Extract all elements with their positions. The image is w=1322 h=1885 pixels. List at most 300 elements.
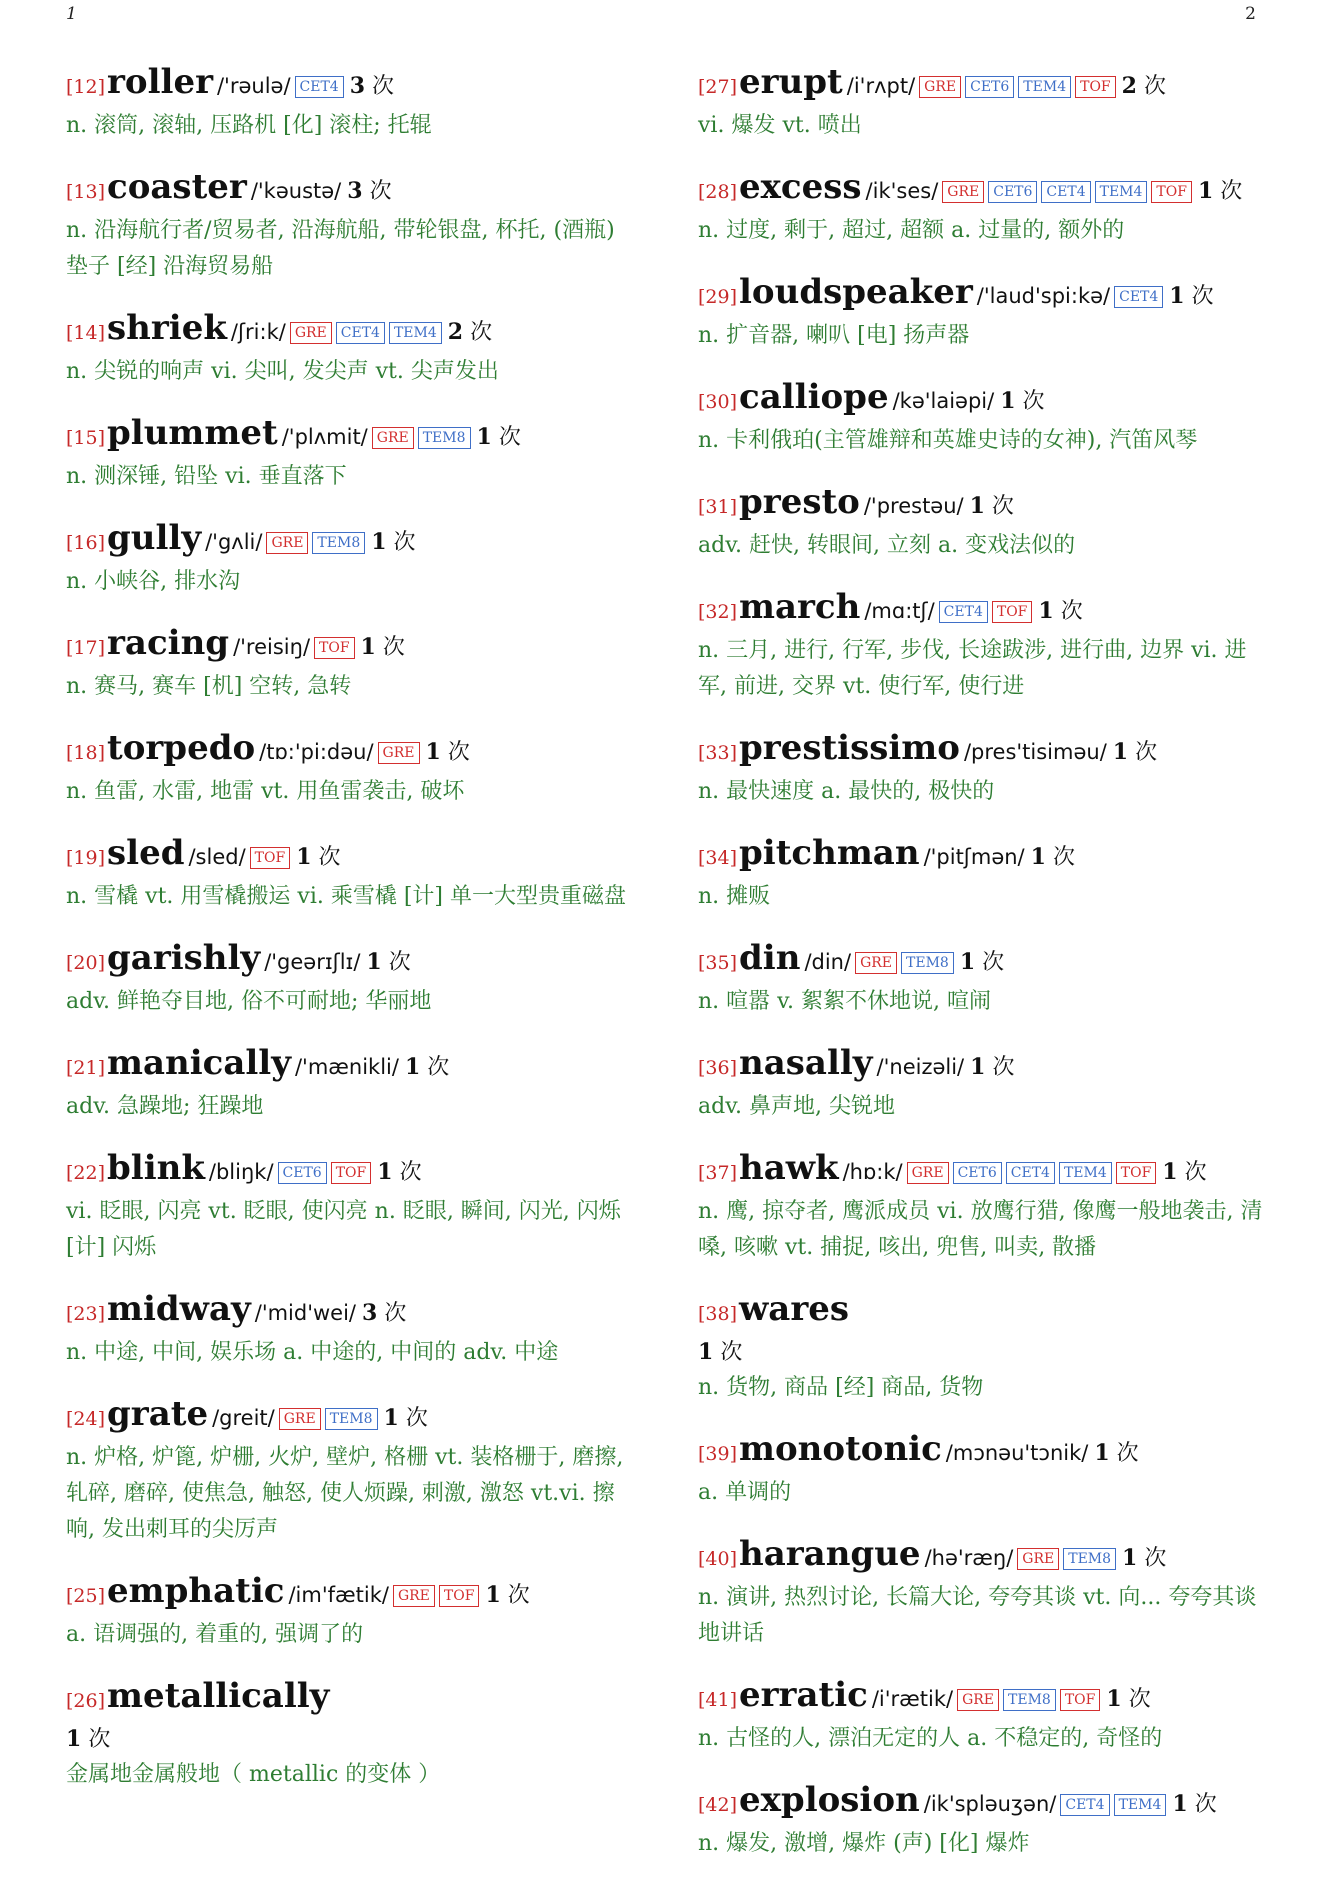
entry-index: [35]: [698, 952, 738, 974]
count-suffix: 次: [1135, 740, 1158, 765]
right-column: [698, 62, 1273, 1885]
entry-word: emphatic: [107, 1571, 285, 1611]
entry-index: [31]: [698, 496, 738, 518]
entry-headline: [66, 1571, 641, 1617]
count-number: 1: [1162, 1159, 1178, 1185]
entry-count: [426, 740, 470, 765]
vocab-entry: [66, 728, 641, 810]
count-number: 1: [959, 949, 976, 975]
entry-phonetic: /hɒ:k/: [842, 1160, 903, 1184]
entry-definition: vi. 爆发 vt. 喷出: [698, 113, 862, 138]
entry-word: racing: [107, 623, 230, 663]
entry-definition: n. 扩音器, 喇叭 [电] 扬声器: [698, 323, 970, 348]
count-number: 1: [1169, 283, 1185, 309]
entry-headline: [698, 1675, 1273, 1721]
entry-count: [1094, 1441, 1138, 1466]
vocab-entry: [66, 1289, 641, 1371]
entry-phonetic: /ʃri:k/: [230, 320, 286, 344]
entry-index: [21]: [66, 1057, 106, 1079]
entry-phonetic: /'laud'spi:kə/: [976, 284, 1111, 308]
entry-definition: n. 沿海航行者/贸易者, 沿海航船, 带轮银盘, 杯托, (酒瓶) 垫子 [经] 沿海贸易船: [66, 218, 615, 279]
exam-tag: TOF: [1075, 76, 1116, 98]
entry-definition: n. 测深锤, 铅坠 vi. 垂直落下: [66, 464, 347, 489]
exam-tag: TEM8: [312, 532, 365, 554]
entry-index: [22]: [66, 1162, 106, 1184]
entry-count: [960, 950, 1004, 975]
entry-headline: [66, 938, 641, 984]
vocab-entry: [698, 482, 1273, 564]
entry-phonetic: /i'rætik/: [871, 1687, 954, 1711]
entry-word: roller: [107, 62, 213, 102]
exam-tag: TEM8: [418, 427, 471, 449]
entry-headline: [66, 833, 641, 879]
entry-word: sled: [107, 833, 185, 873]
count-suffix: 次: [1060, 599, 1083, 624]
entry-phonetic: /im'fætik/: [288, 1583, 389, 1607]
entry-definition: n. 炉格, 炉篦, 炉栅, 火炉, 壁炉, 格栅 vt. 装格栅于, 磨擦, 轧碎, 磨碎, 使焦急, 触怒, 使人烦躁, 刺激, 激怒 vt.vi. 擦响, 发出刺耳的尖厉声: [66, 1445, 624, 1542]
entry-word: grate: [107, 1394, 209, 1434]
entry-word: manically: [107, 1043, 291, 1083]
exam-tag: TOF: [1116, 1162, 1157, 1184]
entry-headline: [66, 413, 641, 459]
entry-phonetic: /din/: [804, 950, 852, 974]
exam-tag: GRE: [907, 1162, 949, 1184]
vocab-entry: [698, 272, 1273, 354]
entry-phonetic: /'rəulə/: [216, 74, 291, 98]
exam-tag: TOF: [439, 1585, 480, 1607]
entry-word: march: [739, 587, 861, 627]
entry-phonetic: /ik'spləuʒən/: [923, 1792, 1057, 1816]
entry-phonetic: /'kəustə/: [250, 179, 342, 203]
exam-tag: TEM4: [1095, 181, 1148, 203]
entry-word: erratic: [739, 1675, 868, 1715]
exam-tag: GRE: [855, 952, 897, 974]
vocab-entry: [66, 308, 641, 390]
count-suffix: 次: [393, 530, 416, 555]
entry-definition: n. 演讲, 热烈讨论, 长篇大论, 夸夸其谈 vt. 向... 夸夸其谈地讲话: [698, 1585, 1257, 1646]
vocab-entry: [66, 413, 641, 495]
exam-tag: CET6: [965, 76, 1014, 98]
entry-word: torpedo: [107, 728, 256, 768]
exam-tag: TOF: [331, 1162, 372, 1184]
count-number: 1: [366, 949, 382, 975]
entry-count: [384, 1406, 428, 1431]
vocab-entry: [698, 167, 1273, 249]
entry-definition: a. 语调强的, 着重的, 强调了的: [66, 1622, 364, 1647]
entry-index: [30]: [698, 391, 738, 413]
entry-definition: n. 滚筒, 滚轴, 压路机 [化] 滚柱; 托辊: [66, 113, 432, 138]
entry-word: explosion: [739, 1780, 920, 1820]
entry-count: [350, 74, 394, 99]
entry-phonetic: /'plʌmit/: [281, 425, 368, 449]
entry-phonetic: /bliŋk/: [208, 1160, 274, 1184]
vocab-entry: [66, 1043, 641, 1125]
count-number: 1: [969, 493, 985, 519]
entry-index: [23]: [66, 1303, 106, 1325]
entry-definition: n. 小峡谷, 排水沟: [66, 569, 241, 594]
count-suffix: 次: [405, 1406, 428, 1431]
entry-definition: n. 爆发, 激增, 爆炸 (声) [化] 爆炸: [698, 1831, 1030, 1856]
entry-index: [12]: [66, 76, 106, 98]
count-suffix: 次: [982, 950, 1005, 975]
exam-tag: TOF: [1151, 181, 1192, 203]
entry-word: wares: [739, 1289, 850, 1329]
entry-headline: [698, 167, 1273, 213]
entry-index: [32]: [698, 601, 738, 623]
exam-tag: TEM4: [389, 322, 442, 344]
entry-headline: [698, 728, 1273, 774]
entry-definition: n. 过度, 剩于, 超过, 超额 a. 过量的, 额外的: [698, 218, 1125, 243]
vocab-entry: [66, 1394, 641, 1548]
exam-tag: CET6: [953, 1162, 1002, 1184]
left-column: [66, 62, 641, 1816]
entry-count: [1113, 740, 1157, 765]
entry-headline: [66, 728, 641, 774]
entry-definition: a. 单调的: [698, 1480, 792, 1505]
entry-definition: n. 古怪的人, 漂泊无定的人 a. 不稳定的, 奇怪的: [698, 1726, 1163, 1751]
entry-count: [361, 635, 405, 660]
entry-count-line: [66, 1722, 641, 1757]
entry-count: [1122, 74, 1166, 99]
entry-phonetic: /ik'ses/: [865, 179, 939, 203]
entry-phonetic: /sled/: [188, 845, 246, 869]
entry-word: shriek: [107, 308, 227, 348]
entry-count: [377, 1160, 421, 1185]
entry-headline: [698, 1148, 1273, 1194]
count-suffix: 次: [1194, 1792, 1217, 1817]
exam-tag: TEM8: [1003, 1689, 1056, 1711]
entry-index: [19]: [66, 847, 106, 869]
count-number: 1: [296, 844, 312, 870]
count-number: 1: [1122, 1545, 1138, 1571]
entry-index: [17]: [66, 637, 106, 659]
count-number: 1: [377, 1159, 393, 1185]
count-suffix: 次: [1052, 845, 1075, 870]
entry-count: [405, 1055, 449, 1080]
count-number: 1: [404, 1054, 421, 1080]
count-number: 1: [383, 1405, 399, 1431]
entry-headline: [66, 1289, 641, 1335]
entry-count: [485, 1583, 529, 1608]
entry-definition: adv. 鼻声地, 尖锐地: [698, 1094, 895, 1119]
count-suffix: 次: [991, 494, 1014, 519]
entry-word: plummet: [107, 413, 278, 453]
entry-phonetic: /kə'laiəpi/: [892, 389, 995, 413]
count-number: 1: [1197, 178, 1214, 204]
entry-count: [66, 1727, 110, 1752]
entry-headline: [698, 1289, 1273, 1335]
exam-tag: GRE: [372, 427, 414, 449]
entry-headline: [66, 167, 641, 213]
entry-definition: n. 尖锐的响声 vi. 尖叫, 发尖声 vt. 尖声发出: [66, 359, 499, 384]
entry-index: [29]: [698, 286, 738, 308]
count-number: 1: [1000, 388, 1016, 414]
entry-definition: adv. 急躁地; 狂躁地: [66, 1094, 264, 1119]
entry-index: [37]: [698, 1162, 738, 1184]
entry-count: [970, 1055, 1014, 1080]
entry-headline: [698, 1429, 1273, 1475]
vocab-entry: [66, 1148, 641, 1266]
entry-headline: [66, 1394, 641, 1440]
entry-headline: [698, 587, 1273, 633]
entry-headline: [698, 938, 1273, 984]
entry-phonetic: /'gʌli/: [205, 530, 263, 554]
entry-phonetic: /'geərɪʃlɪ/: [264, 950, 361, 974]
exam-tag: TEM4: [1114, 1794, 1167, 1816]
entry-count: [1198, 179, 1242, 204]
vocab-entry: [698, 1148, 1273, 1266]
count-suffix: 次: [470, 320, 493, 345]
vocab-entry: [698, 62, 1273, 144]
entry-definition: 金属地金属般地（ metallic 的变体 ）: [66, 1762, 441, 1787]
entry-headline: [66, 1148, 641, 1194]
entry-phonetic: /'pitʃmən/: [923, 845, 1025, 869]
entry-count: [1172, 1792, 1216, 1817]
count-suffix: 次: [382, 635, 405, 660]
entry-headline: [698, 1534, 1273, 1580]
entry-definition: adv. 赶快, 转眼间, 立刻 a. 变戏法似的: [698, 533, 1076, 558]
count-number: 1: [1038, 598, 1054, 624]
vocab-entry: [66, 938, 641, 1020]
count-suffix: 次: [498, 425, 521, 450]
count-suffix: 次: [1184, 1160, 1207, 1185]
vocab-entry: [698, 377, 1273, 459]
exam-tag: GRE: [393, 1585, 435, 1607]
entry-index: [27]: [698, 76, 738, 98]
entry-index: [42]: [698, 1794, 738, 1816]
entry-index: [20]: [66, 952, 106, 974]
entry-index: [36]: [698, 1057, 738, 1079]
entry-definition: n. 赛马, 赛车 [机] 空转, 急转: [66, 674, 352, 699]
entry-word: din: [739, 938, 801, 978]
entry-index: [14]: [66, 322, 106, 344]
entry-count: [371, 530, 415, 555]
entry-word: midway: [107, 1289, 251, 1329]
count-number: 2: [1121, 73, 1137, 99]
entry-index: [34]: [698, 847, 738, 869]
entry-index: [13]: [66, 181, 106, 203]
count-suffix: 次: [720, 1340, 743, 1365]
count-suffix: 次: [1022, 389, 1045, 414]
count-number: 3: [347, 178, 363, 204]
count-suffix: 次: [384, 1301, 407, 1326]
entry-headline: [66, 308, 641, 354]
exam-tag: TOF: [992, 601, 1033, 623]
entry-word: prestissimo: [739, 728, 960, 768]
vocab-entry: [698, 1043, 1273, 1125]
count-number: 1: [371, 529, 387, 555]
entry-index: [39]: [698, 1443, 738, 1465]
entry-count: [477, 425, 521, 450]
entry-index: [28]: [698, 181, 738, 203]
count-number: 2: [447, 319, 464, 345]
exam-tag: TEM8: [325, 1408, 378, 1430]
exam-tag: GRE: [279, 1408, 321, 1430]
entry-phonetic: /hə'ræŋ/: [924, 1546, 1014, 1570]
count-number: 1: [970, 1054, 986, 1080]
vocab-entry: [698, 1289, 1273, 1406]
entry-definition: n. 鱼雷, 水雷, 地雷 vt. 用鱼雷袭击, 破坏: [66, 779, 465, 804]
vocab-entry: [698, 1780, 1273, 1862]
entry-phonetic: /i'rʌpt/: [846, 74, 916, 98]
exam-tag: CET4: [1006, 1162, 1055, 1184]
vocab-entry: [66, 1676, 641, 1793]
entry-count-line: [698, 1335, 1273, 1370]
count-number: 1: [1172, 1791, 1188, 1817]
vocab-entry: [66, 1571, 641, 1653]
exam-tag: CET4: [939, 601, 988, 623]
count-suffix: 次: [427, 1055, 450, 1080]
exam-tag: GRE: [1017, 1548, 1059, 1570]
count-suffix: 次: [372, 74, 395, 99]
vocab-entry: [698, 1675, 1273, 1757]
entry-word: hawk: [739, 1148, 839, 1188]
page-number-right: 2: [1245, 4, 1256, 24]
exam-tag: CET4: [1041, 181, 1090, 203]
entry-word: loudspeaker: [739, 272, 973, 312]
vocab-entry: [66, 518, 641, 600]
vocab-entry: [66, 167, 641, 285]
count-suffix: 次: [1116, 1441, 1139, 1466]
entry-index: [16]: [66, 532, 106, 554]
count-number: 1: [66, 1726, 82, 1752]
count-suffix: 次: [447, 740, 470, 765]
page-number-left: 1: [66, 4, 77, 24]
entry-phonetic: /'reisiŋ/: [233, 635, 311, 659]
entry-headline: [698, 377, 1273, 423]
entry-count: [970, 494, 1014, 519]
entry-phonetic: /tɒ:'pi:dəu/: [259, 740, 374, 764]
count-suffix: 次: [1191, 284, 1214, 309]
entry-word: coaster: [107, 167, 247, 207]
entry-count: [1122, 1546, 1166, 1571]
entry-count: [1162, 1160, 1206, 1185]
entry-definition: n. 中途, 中间, 娱乐场 a. 中途的, 中间的 adv. 中途: [66, 1340, 559, 1365]
entry-word: metallically: [107, 1676, 330, 1716]
entry-word: garishly: [107, 938, 261, 978]
exam-tag: CET6: [278, 1162, 327, 1184]
exam-tag: TEM4: [1018, 76, 1071, 98]
entry-phonetic: /mɔnəu'tɔnik/: [945, 1441, 1089, 1465]
exam-tag: CET4: [1060, 1794, 1109, 1816]
count-suffix: 次: [369, 179, 392, 204]
exam-tag: CET4: [295, 76, 344, 98]
vocab-entry: [698, 833, 1273, 915]
entry-word: excess: [739, 167, 862, 207]
entry-definition: n. 最快速度 a. 最快的, 极快的: [698, 779, 995, 804]
entry-phonetic: /greit/: [212, 1406, 275, 1430]
entry-headline: [698, 272, 1273, 318]
vocab-entry: [66, 833, 641, 915]
exam-tag: GRE: [378, 742, 420, 764]
exam-tag: TEM8: [1063, 1548, 1116, 1570]
entry-headline: [66, 1043, 641, 1089]
vocab-entry: [698, 1534, 1273, 1652]
entry-word: calliope: [739, 377, 889, 417]
count-number: 3: [362, 1300, 378, 1326]
entry-headline: [66, 518, 641, 564]
exam-tag: GRE: [957, 1689, 999, 1711]
count-suffix: 次: [388, 950, 411, 975]
exam-tag: TOF: [314, 637, 355, 659]
count-number: 1: [425, 739, 441, 765]
exam-tag: GRE: [290, 322, 332, 344]
exam-tag: CET4: [1114, 286, 1163, 308]
count-suffix: 次: [1143, 74, 1166, 99]
vocab-entry: [698, 728, 1273, 810]
entry-index: [38]: [698, 1303, 738, 1325]
entry-count: [1031, 845, 1075, 870]
entry-count: [362, 1301, 406, 1326]
exam-tag: TEM8: [901, 952, 954, 974]
entry-index: [26]: [66, 1690, 106, 1712]
vocab-entry: [698, 1429, 1273, 1511]
entry-definition: adv. 鲜艳夺目地, 俗不可耐地; 华丽地: [66, 989, 432, 1014]
entry-count: [1000, 389, 1044, 414]
entry-phonetic: /'mænikli/: [294, 1055, 399, 1079]
count-number: 1: [1030, 844, 1046, 870]
exam-tag: CET6: [988, 181, 1037, 203]
entry-definition: n. 喧嚣 v. 絮絮不休地说, 喧闹: [698, 989, 991, 1014]
count-suffix: 次: [1128, 1687, 1151, 1712]
count-suffix: 次: [88, 1727, 111, 1752]
count-number: 1: [1106, 1686, 1122, 1712]
entry-definition: n. 货物, 商品 [经] 商品, 货物: [698, 1375, 984, 1400]
entry-definition: n. 卡利俄珀(主管雄辩和英雄史诗的女神), 汽笛风琴: [698, 428, 1198, 453]
entry-count: [347, 179, 391, 204]
entry-count: [1169, 284, 1213, 309]
entry-index: [15]: [66, 427, 106, 449]
entry-phonetic: /'prestəu/: [863, 494, 964, 518]
exam-tag: GRE: [919, 76, 961, 98]
entry-index: [25]: [66, 1585, 106, 1607]
entry-index: [40]: [698, 1548, 738, 1570]
vocab-entry: [66, 623, 641, 705]
entry-word: erupt: [739, 62, 843, 102]
entry-headline: [66, 1676, 641, 1722]
vocab-entry: [698, 938, 1273, 1020]
entry-phonetic: /pres'tisiməu/: [963, 740, 1107, 764]
count-number: 3: [349, 73, 366, 99]
count-suffix: 次: [992, 1055, 1015, 1080]
vocab-entry: [698, 587, 1273, 705]
entry-definition: n. 鹰, 掠夺者, 鹰派成员 vi. 放鹰行猎, 像鹰一般地袭击, 清嗓, 咳嗽 vt. 捕捉, 咳出, 兜售, 叫卖, 散播: [698, 1199, 1263, 1260]
count-suffix: 次: [507, 1583, 530, 1608]
exam-tag: GRE: [266, 532, 308, 554]
entry-word: monotonic: [739, 1429, 942, 1469]
entry-word: gully: [107, 518, 202, 558]
entry-definition: n. 三月, 进行, 行军, 步伐, 长途跋涉, 进行曲, 边界 vi. 进军, 前进, 交界 vt. 使行军, 使行进: [698, 638, 1247, 699]
entry-count: [366, 950, 410, 975]
count-number: 1: [476, 424, 492, 450]
count-number: 1: [1112, 739, 1129, 765]
entry-headline: [698, 833, 1273, 879]
entry-word: blink: [107, 1148, 205, 1188]
entry-count: [1038, 599, 1082, 624]
exam-tag: TOF: [250, 847, 291, 869]
entry-word: harangue: [739, 1534, 921, 1574]
entry-word: presto: [739, 482, 860, 522]
count-suffix: 次: [1144, 1546, 1167, 1571]
entry-index: [41]: [698, 1689, 738, 1711]
entry-count: [448, 320, 492, 345]
entry-phonetic: /'neizəli/: [876, 1055, 965, 1079]
entry-headline: [698, 62, 1273, 108]
exam-tag: TEM4: [1059, 1162, 1112, 1184]
entry-count: [1106, 1687, 1150, 1712]
exam-tag: TOF: [1060, 1689, 1101, 1711]
count-number: 1: [698, 1339, 714, 1365]
